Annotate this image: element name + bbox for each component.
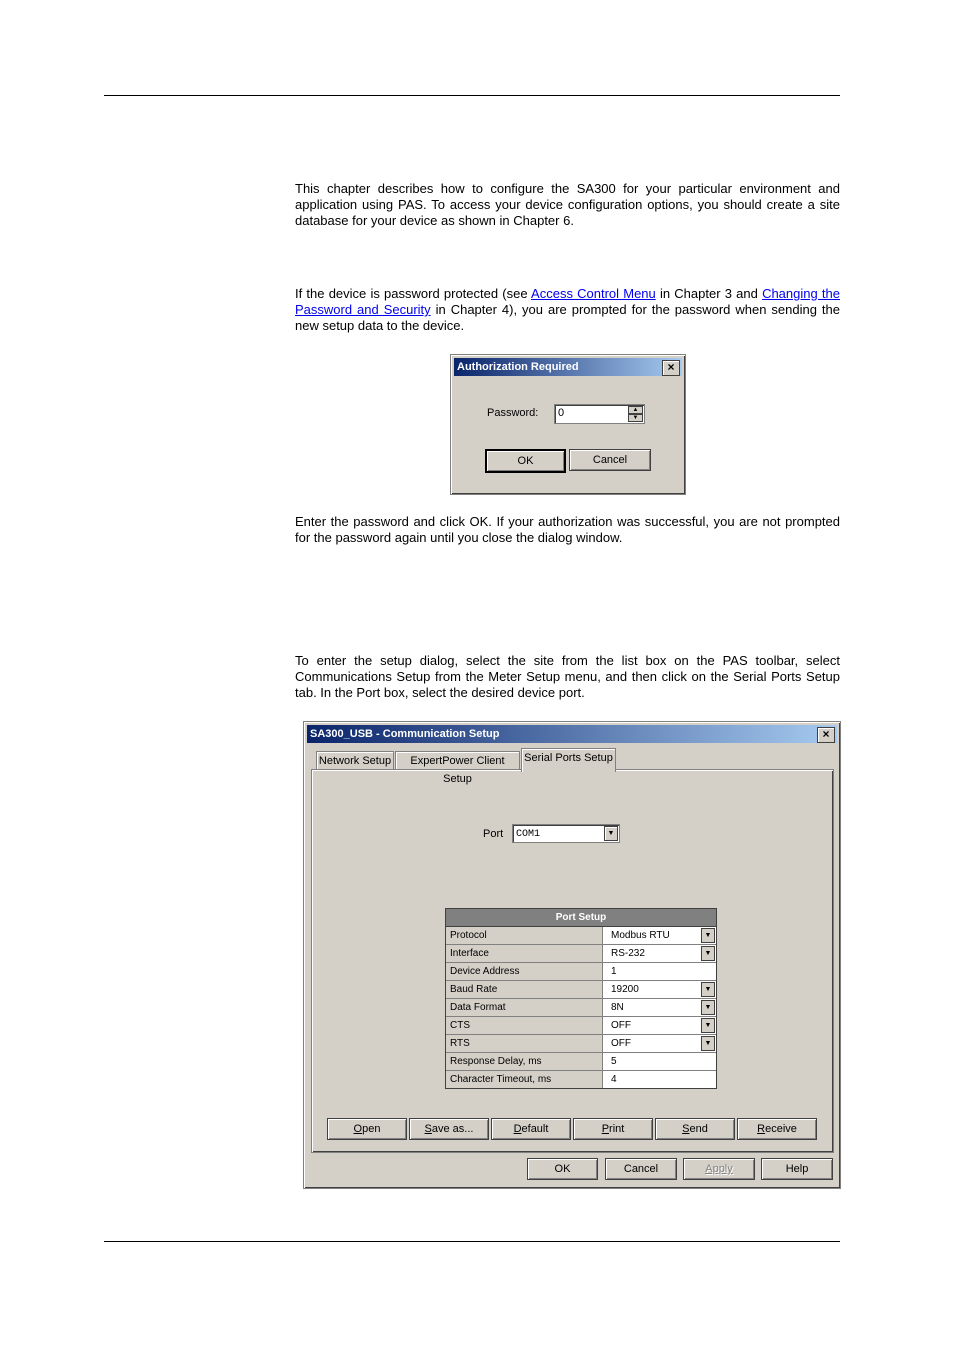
cancel-label: Cancel [623,1163,659,1175]
chevron-down-icon[interactable]: ▼ [701,982,715,997]
password-text-3: in Chapter 4), you are prompted for the password when sending the new setup data to the device. [295,302,840,333]
tab-label: ExpertPower Client Setup [410,755,505,785]
auth-ok-button[interactable] [485,449,566,473]
grid-row-name: Device Address [446,963,603,980]
grid-row-value-text: 1 [611,966,617,977]
grid-row-value-text: Modbus RTU [611,930,670,941]
grid-row-name: Data Format [446,999,603,1016]
grid-header: Port Setup [446,909,716,927]
button-accelerator: S [682,1123,690,1135]
button-accelerator: O [353,1123,363,1135]
password-text-1: If the device is password protected (see [295,286,532,301]
authorization-titlebar [454,358,682,376]
auth-ok-label: OK [517,455,534,467]
password-label: Password: [487,407,539,419]
button-label-rest: end [689,1123,708,1135]
chevron-down-icon[interactable]: ▼ [604,826,618,841]
port-label: Port [483,828,504,840]
grid-row[interactable] [446,999,716,1017]
button-label-rest: ave as... [431,1123,474,1135]
button-accelerator: R [757,1123,766,1135]
changing-password-link[interactable]: Changing the Password and Security [295,286,840,317]
button-accelerator: S [424,1123,432,1135]
comm-titlebar [307,725,837,743]
help-label: Help [785,1163,809,1175]
print-button[interactable] [573,1118,653,1140]
authorization-title: Authorization Required [457,361,579,373]
spin-up-icon[interactable]: ▲ [628,406,643,414]
grid-row-name: Protocol [446,927,603,944]
serial-ports-panel [311,769,834,1153]
enter-password-paragraph: Enter the password and click OK. If your authorization was successful, you are not prompted for the password again until you close the dialog window. [295,514,840,545]
grid-row-value-text: RS-232 [611,948,645,959]
grid-row-value-text: 5 [611,1056,617,1067]
chevron-down-icon[interactable]: ▼ [701,1036,715,1051]
close-icon[interactable]: × [817,727,835,743]
intro-paragraph: This chapter describes how to configure the SA300 for your particular environment and application using PAS. To access your device configuration options, you should create a site database for your device as shown in Chapter 6. [295,181,840,228]
grid-row-name: Character Timeout, ms [446,1071,603,1088]
header-rule [104,95,840,96]
grid-row[interactable] [446,963,716,981]
tab-label: Serial Ports Setup [524,752,613,764]
help-button[interactable] [761,1158,833,1180]
grid-row-value[interactable] [608,1035,716,1052]
button-accelerator: P [601,1123,610,1135]
grid-row-name: CTS [446,1017,603,1034]
grid-row-value-text: 8N [611,1002,624,1013]
password-input[interactable] [554,404,645,424]
authorization-dialog [450,354,686,495]
grid-row-value[interactable] [608,963,716,980]
grid-row[interactable] [446,1017,716,1035]
spin-buttons[interactable] [628,406,643,422]
port-setup-grid [445,908,717,1089]
tab-serial-ports-setup[interactable] [521,748,616,772]
tab-network-setup[interactable] [316,751,394,771]
grid-row-name: RTS [446,1035,603,1052]
grid-row-value[interactable] [608,927,716,944]
tab-label: Network Setup [318,755,392,767]
auth-cancel-label: Cancel [592,454,628,466]
save-as-button[interactable] [409,1118,489,1140]
grid-row-value[interactable] [608,1017,716,1034]
port-select[interactable] [512,824,620,843]
auth-cancel-button[interactable] [569,449,651,471]
grid-row-value[interactable] [608,945,716,962]
grid-row[interactable] [446,945,716,963]
grid-row-value-text: OFF [611,1020,631,1031]
button-accelerator: D [513,1123,522,1135]
grid-row-name: Interface [446,945,603,962]
chevron-down-icon[interactable]: ▼ [701,1018,715,1033]
cancel-button[interactable] [605,1158,677,1180]
ok-button[interactable] [527,1158,598,1180]
password-value: 0 [558,407,565,419]
chevron-down-icon[interactable]: ▼ [701,946,715,961]
send-button[interactable] [655,1118,735,1140]
grid-row[interactable] [446,981,716,999]
button-label-rest: efault [521,1123,549,1135]
open-button[interactable] [327,1118,407,1140]
password-paragraph [295,286,840,334]
comm-title: SA300_USB - Communication Setup [310,728,500,740]
grid-row-value[interactable] [608,981,716,998]
ok-label: OK [554,1163,571,1175]
setup-dialog-paragraph: To enter the setup dialog, select the site from the list box on the PAS toolbar, select Communications Setup from the Meter Setup menu, and then click on the Serial Ports Setup tab. In the Port box, select the desired device port. [295,653,840,700]
receive-button[interactable] [737,1118,817,1140]
button-label-rest: pen [362,1123,381,1135]
tab-expertpower-client-setup[interactable] [395,751,520,785]
grid-row-value[interactable] [608,1071,716,1088]
grid-row[interactable] [446,1035,716,1053]
grid-row-name: Baud Rate [446,981,603,998]
access-control-menu-link[interactable]: Access Control Menu [531,286,656,301]
footer-rule [104,1241,840,1242]
apply-label: Apply [705,1163,733,1175]
grid-row-value-text: 19200 [611,984,639,995]
grid-row-value[interactable] [608,999,716,1016]
chevron-down-icon[interactable]: ▼ [701,928,715,943]
grid-row-value-text: OFF [611,1038,631,1049]
password-text-2: in Chapter 3 and [655,286,763,301]
spin-down-icon[interactable]: ▼ [628,414,643,422]
grid-row-value[interactable] [608,1053,716,1070]
button-label-rest: eceive [765,1123,797,1135]
port-value: COM1 [516,829,541,840]
grid-row-name: Response Delay, ms [446,1053,603,1070]
grid-row[interactable] [446,1053,716,1071]
communication-setup-dialog [303,721,841,1189]
chevron-down-icon[interactable]: ▼ [701,1000,715,1015]
grid-row[interactable] [446,1071,716,1088]
grid-row[interactable] [446,927,716,945]
grid-row-value-text: 4 [611,1074,617,1085]
default-button[interactable] [491,1118,571,1140]
button-label-rest: rint [609,1123,625,1135]
apply-button[interactable] [683,1158,755,1180]
close-icon[interactable]: × [662,360,680,376]
